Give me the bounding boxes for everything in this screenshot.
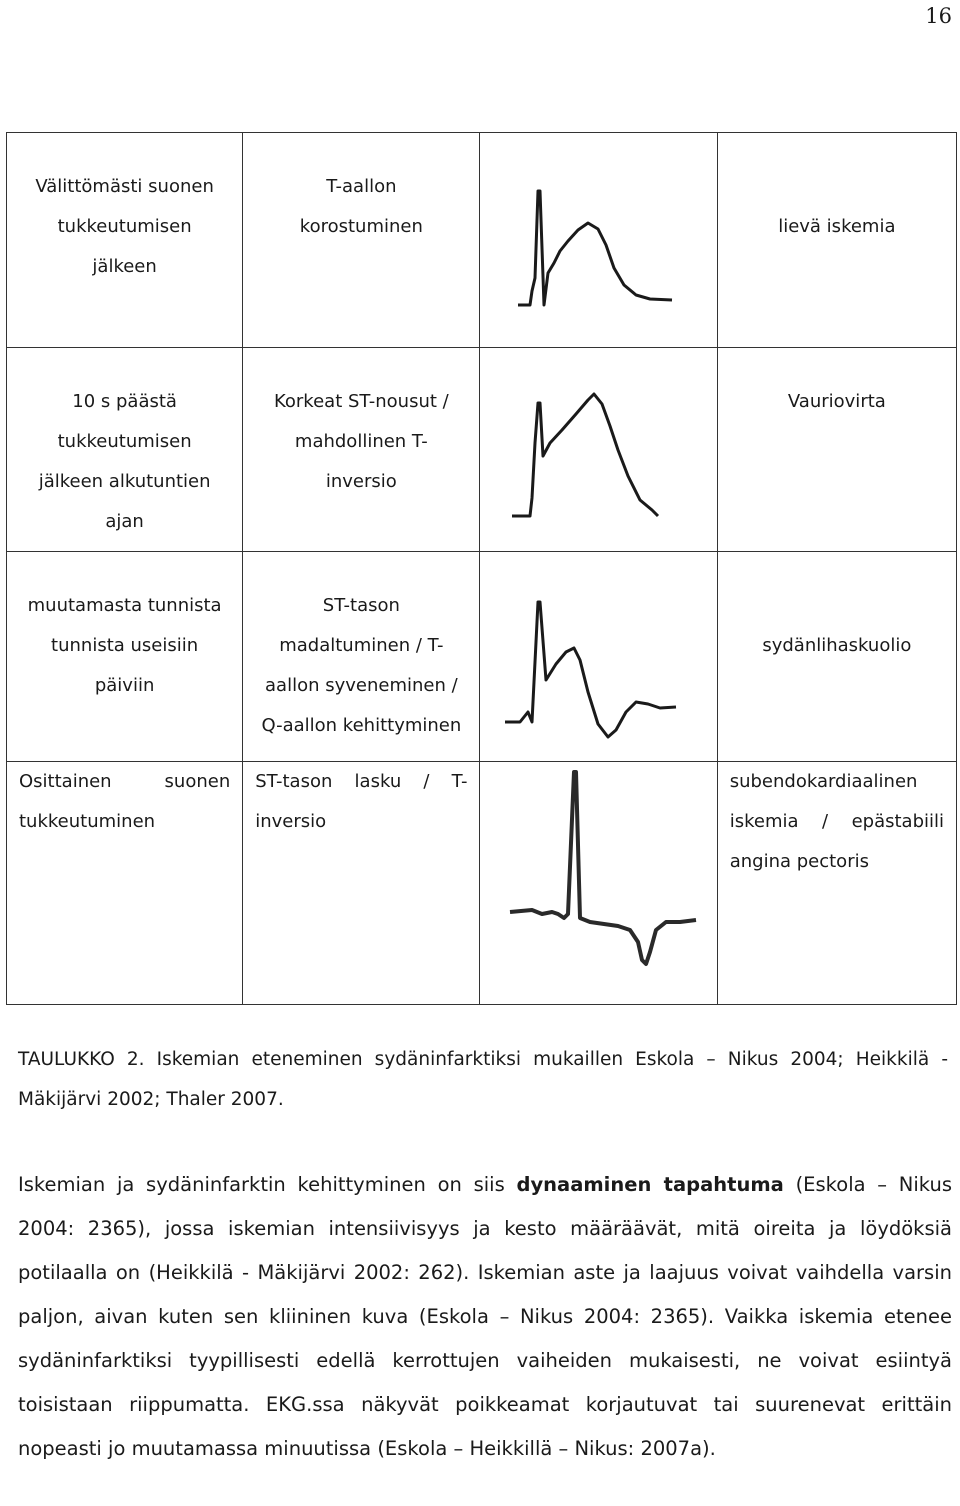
time-cell: [7, 762, 243, 1005]
cell-text: päiviin: [94, 675, 155, 696]
time-cell: [7, 348, 243, 552]
cell-text: aallon syveneminen /: [265, 675, 458, 696]
caption-line: Mäkijärvi 2002; Thaler 2007.: [18, 1089, 284, 1110]
paragraph-text: Iskemian ja sydäninfarktin kehittyminen on siis: [18, 1173, 517, 1196]
cell-text: inversio: [325, 471, 397, 492]
cell-text: Välittömästi suonen: [35, 176, 214, 197]
cell-text: Korkeat ST-nousut /: [273, 391, 449, 412]
ecg-t-wave-peaking-icon: [480, 133, 717, 346]
ecg-st-depression-icon: [480, 762, 717, 1003]
cell-text: jälkeen alkutuntien: [38, 471, 211, 492]
cell-text: T-aallon: [326, 176, 397, 197]
meaning-cell: [717, 348, 956, 552]
cell-text: iskemia / epästabiili: [729, 811, 944, 832]
cell-text: tunnista useisiin: [51, 635, 199, 656]
meaning-cell: [717, 552, 956, 762]
caption-line: TAULUKKO 2. Iskemian eteneminen sydäninfarktiksi mukaillen Eskola – Nikus 2004; Heikkilä -: [18, 1049, 948, 1070]
cell-text: tukkeutuminen: [19, 811, 156, 832]
cell-text: mahdollinen T-: [294, 431, 428, 452]
time-cell: [7, 552, 243, 762]
table-caption: [18, 1040, 948, 1120]
time-cell: [7, 133, 243, 348]
waveform-cell: [480, 348, 717, 552]
cell-text: Q-aallon kehittyminen: [261, 715, 462, 736]
cell-text: ST-tason lasku / T-: [255, 771, 468, 792]
cell-text: angina pectoris: [729, 851, 869, 872]
ischemia-progression-table: [6, 132, 957, 1005]
page-number: 16: [925, 4, 952, 28]
table-row: [7, 552, 957, 762]
cell-text: Osittainen suonen: [19, 771, 231, 792]
waveform-cell: [480, 552, 717, 762]
ecg-change-cell: [243, 133, 480, 348]
paragraph-emphasis: dynaaminen tapahtuma: [516, 1173, 784, 1196]
table-row: [7, 133, 957, 348]
table-row: [7, 762, 957, 1005]
ecg-st-elevation-icon: [480, 348, 717, 550]
cell-text: tukkeutumisen: [57, 216, 192, 237]
cell-text: subendokardiaalinen: [729, 771, 918, 792]
cell-text: jälkeen: [92, 256, 157, 277]
ecg-change-cell: [243, 552, 480, 762]
cell-text: lievä iskemia: [778, 216, 896, 237]
cell-text: ST-tason: [322, 595, 400, 616]
cell-text: inversio: [255, 811, 327, 832]
ecg-q-wave-icon: [480, 552, 717, 760]
cell-text: muutamasta tunnista: [27, 595, 222, 616]
meaning-cell: [717, 133, 956, 348]
ecg-change-cell: [243, 348, 480, 552]
cell-text: Vauriovirta: [787, 391, 886, 412]
cell-text: 10 s päästä: [72, 391, 177, 412]
paragraph-text: (Eskola – Nikus 2004: 2365), jossa iskemian intensiivisyys ja kesto määräävät, mitä oireita ja löydöksiä potilaalla on (Heikkilä - Mäkijärvi 2002: 262). Iskemian aste ja laajuus voivat vaihdella varsin paljon, aivan kuten sen kliininen kuva (Eskola – Nikus 2004: 2365). Vaikka iskemia etenee sydäninfarktiksi tyypillisesti edellä kerrottujen vaiheiden mukaisesti, ne voivat esiintyä toisistaan riippumatta. EKG.ssa näkyvät poikkeamat korjautuvat tai suurenevat erittäin nopeasti jo muutamassa minuutissa (Eskola – Heikkillä – Nikus: 2007a).: [18, 1173, 952, 1460]
cell-text: madaltuminen / T-: [279, 635, 444, 656]
cell-text: sydänlihaskuolio: [762, 635, 912, 656]
cell-text: tukkeutumisen: [57, 431, 192, 452]
body-paragraph: [18, 1163, 952, 1471]
waveform-cell: [480, 133, 717, 348]
ecg-change-cell: [243, 762, 480, 1005]
waveform-cell: [480, 762, 717, 1005]
meaning-cell: [717, 762, 956, 1005]
table-row: [7, 348, 957, 552]
cell-text: ajan: [105, 511, 144, 532]
cell-text: korostuminen: [299, 216, 423, 237]
